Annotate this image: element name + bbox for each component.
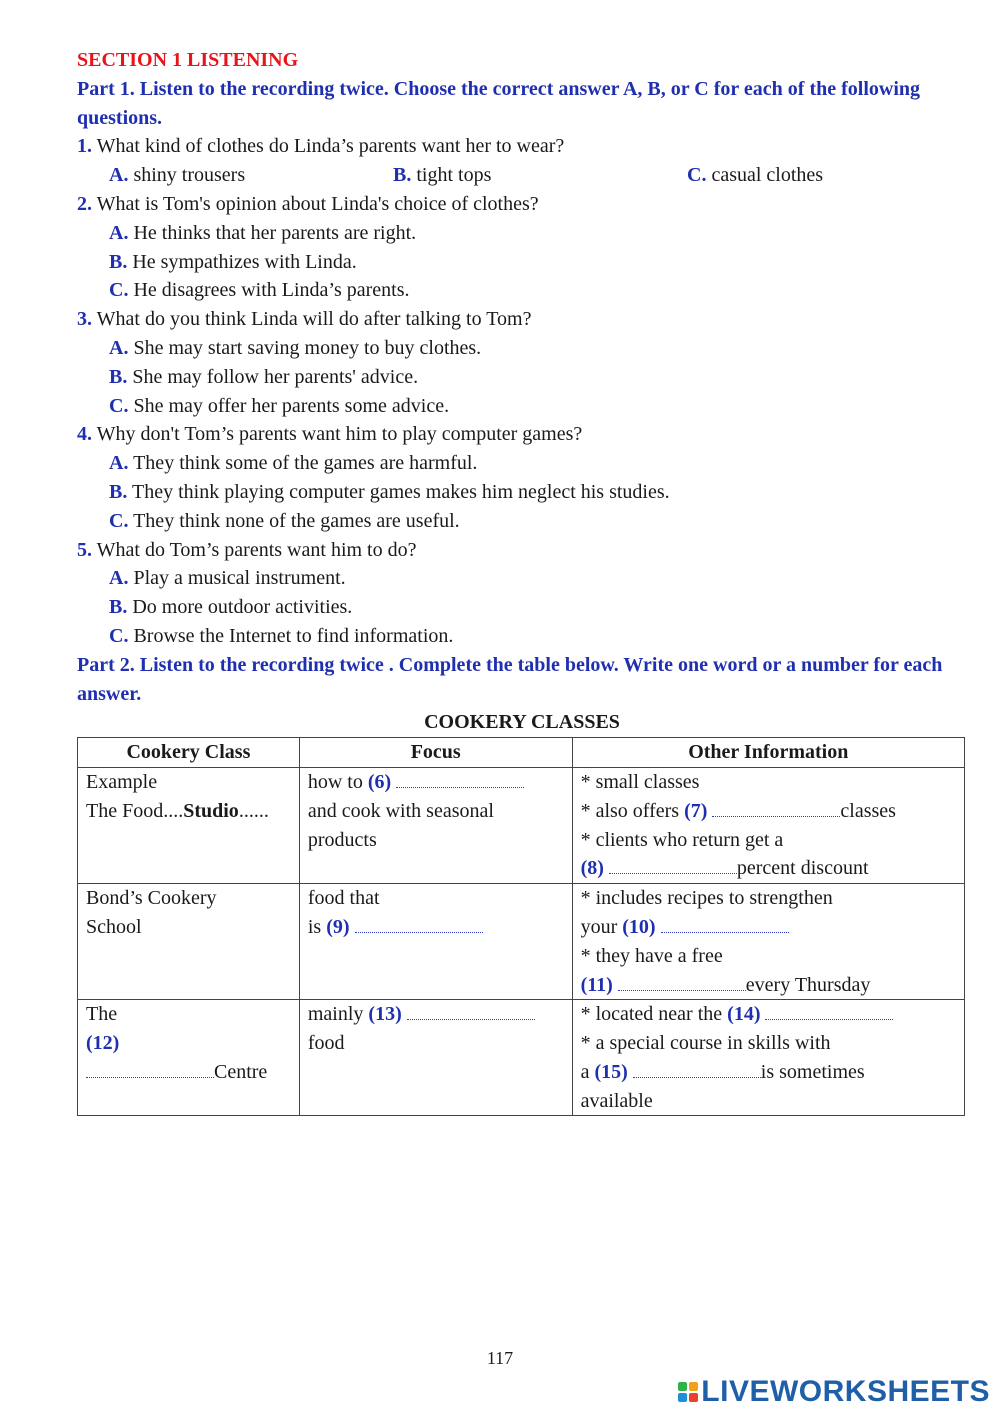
liveworksheets-logo[interactable]: LIVEWORKSHEETS [678,1375,990,1409]
table-row [78,884,965,1000]
part1-title: Part 1. Listen to the recording twice. Choose the correct answer A, B, or C for each of the following questions. [77,77,920,129]
option-a[interactable]: A. They think some of the games are harmful. [109,452,478,475]
table-cell: * includes recipes to strengthen your (10) * they have a free (11) every Thursday [572,884,964,1000]
question-2: 2. What is Tom's opinion about Linda's choice of clothes? [77,192,539,215]
table-cell: how to (6) and cook with seasonal products [299,767,572,883]
table-cell: * located near the (14) * a special course in skills with a (15) is sometimes available [572,1000,964,1116]
answer-blank-13[interactable] [407,1001,535,1020]
option-c[interactable]: C. Browse the Internet to find information. [109,624,454,647]
option-c[interactable]: C. casual clothes [687,164,824,187]
option-c[interactable]: C. He disagrees with Linda’s parents. [109,279,410,302]
table-header-row [78,738,965,768]
table-cell: Bond’s Cookery School [78,884,300,1000]
answer-blank-14[interactable] [765,1001,893,1020]
answer-blank-11[interactable] [618,972,746,991]
answer-blank-9[interactable] [355,914,483,933]
option-c[interactable]: C. She may offer her parents some advice. [109,394,450,417]
question-3: 3. What do you think Linda will do after talking to Tom? [77,308,532,331]
table-cell: The (12) Centre [78,1000,300,1116]
question-1-options [77,161,967,190]
liveworksheets-logo-icon [678,1382,698,1402]
option-b[interactable]: B. He sympathizes with Linda. [109,250,357,273]
option-b[interactable]: B. She may follow her parents' advice. [109,365,419,388]
question-text: What kind of clothes do Linda’s parents want her to wear? [96,135,565,158]
answer-blank-6[interactable] [396,769,524,788]
table-row [78,1000,965,1116]
answer-blank-10[interactable] [661,914,789,933]
column-header: Cookery Class [78,738,300,768]
page-number: 117 [486,1348,514,1368]
table-title: COOKERY CLASSES [424,711,620,734]
question-4: 4. Why don't Tom’s parents want him to play computer games? [77,423,583,446]
option-a[interactable]: A. He thinks that her parents are right. [109,221,417,244]
question-5: 5. What do Tom’s parents want him to do? [77,538,417,561]
table-row [78,767,965,883]
worksheet-page [77,46,967,1116]
option-b[interactable]: B. Do more outdoor activities. [109,596,353,619]
answer-blank-12[interactable] [86,1059,214,1078]
answer-blank-15[interactable] [633,1059,761,1078]
table-cell: mainly (13) food [299,1000,572,1116]
question-1 [77,132,967,161]
option-a[interactable]: A. She may start saving money to buy clothes. [109,336,482,359]
option-b[interactable]: B. They think playing computer games makes him neglect his studies. [109,480,670,503]
answer-blank-8[interactable] [609,855,737,874]
option-b[interactable]: B. tight tops [393,164,492,187]
question-number: 1. [77,135,92,158]
option-a[interactable]: A. Play a musical instrument. [109,567,346,590]
table-cell: * small classes * also offers (7) classes * clients who return get a (8) percent discount [572,767,964,883]
section-title: SECTION 1 LISTENING [77,49,299,71]
column-header: Other Information [572,738,964,768]
column-header: Focus [299,738,572,768]
table-cell: Example The Food....Studio...... [78,767,300,883]
option-a[interactable]: A. shiny trousers [109,164,246,187]
option-c[interactable]: C. They think none of the games are useful. [109,509,460,532]
answer-blank-7[interactable] [712,798,840,817]
part2-title: Part 2. Listen to the recording twice . Complete the table below. Write one word or a number for each answer. [77,653,943,705]
cookery-table [77,737,965,1116]
table-cell: food that is (9) [299,884,572,1000]
